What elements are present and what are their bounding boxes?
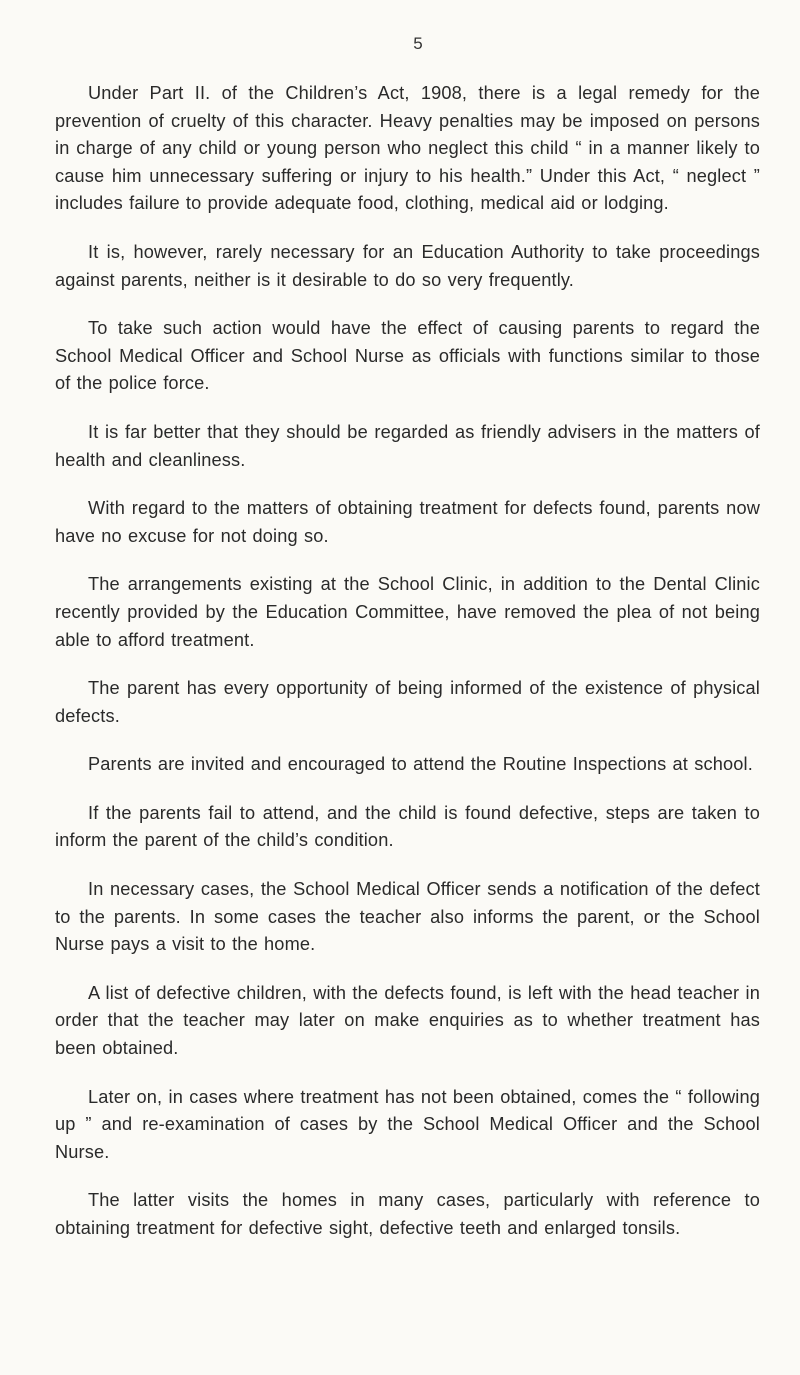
paragraph-notification: In necessary cases, the School Medical Officer sends a notification of the defect to the parents. In some cases the teacher also informs the parent, or the School Nurse pays a visit to the home. [55,879,760,955]
paragraph-proceedings: It is, however, rarely necessary for an Education Authority to take proceedings against parents, neither is it desirable to do so very frequently. [55,241,760,290]
paragraph-defective-list: A list of defective children, with the defects found, is left with the head teacher in order that the teacher may later on make enquiries as to whether treatment has been obtained. [55,982,760,1059]
paragraph-police-comparison: To take such action would have the effect of causing parents to regard the School Medical Officer and School Nurse as officials with functions similar to those of the police force. [55,318,760,394]
body-text [55,80,760,1264]
paragraph-obtaining-treatment: With regard to the matters of obtaining treatment for defects found, parents now have no excuse for not doing so. [55,498,760,546]
paragraph-parent-informed: The parent has every opportunity of being informed of the existence of physical defects. [55,678,760,726]
paragraph-school-clinic: The arrangements existing at the School Clinic, in addition to the Dental Clinic recently provided by the Education Committee, have removed the plea of not being able to afford treatment. [55,574,760,650]
paragraph-following-up: Later on, in cases where treatment has not been obtained, comes the “ following up ” and re-examination of cases by the School Medical Officer and the School Nurse. [55,1086,760,1162]
paragraph-home-visits: The latter visits the homes in many cases, particularly with reference to obtaining treatment for defective sight, defective teeth and enlarged tonsils. [55,1190,760,1238]
paragraph-parents-fail: If the parents fail to attend, and the child is found defective, steps are taken to inform the parent of the child’s condition. [55,802,760,851]
paragraph-childrens-act: Under Part II. of the Children’s Act, 1908, there is a legal remedy for the prevention of cruelty of this character. Heavy penalties may be imposed on persons in charge of any child or young person who neglect this child “ in a manner likely to cause him unnecessary suffering or injury to his health.” Under this Act, “ neglect ” includes failure to provide adequate food, clothing, medical aid or lodging. [55,83,760,214]
paragraph-friendly-advisers: It is far better that they should be regarded as friendly advisers in the matters of health and cleanliness. [55,421,760,470]
paragraph-routine-inspections: Parents are invited and encouraged to attend the Routine Inspections at school. [88,754,753,775]
page-number: 5 [413,34,423,53]
